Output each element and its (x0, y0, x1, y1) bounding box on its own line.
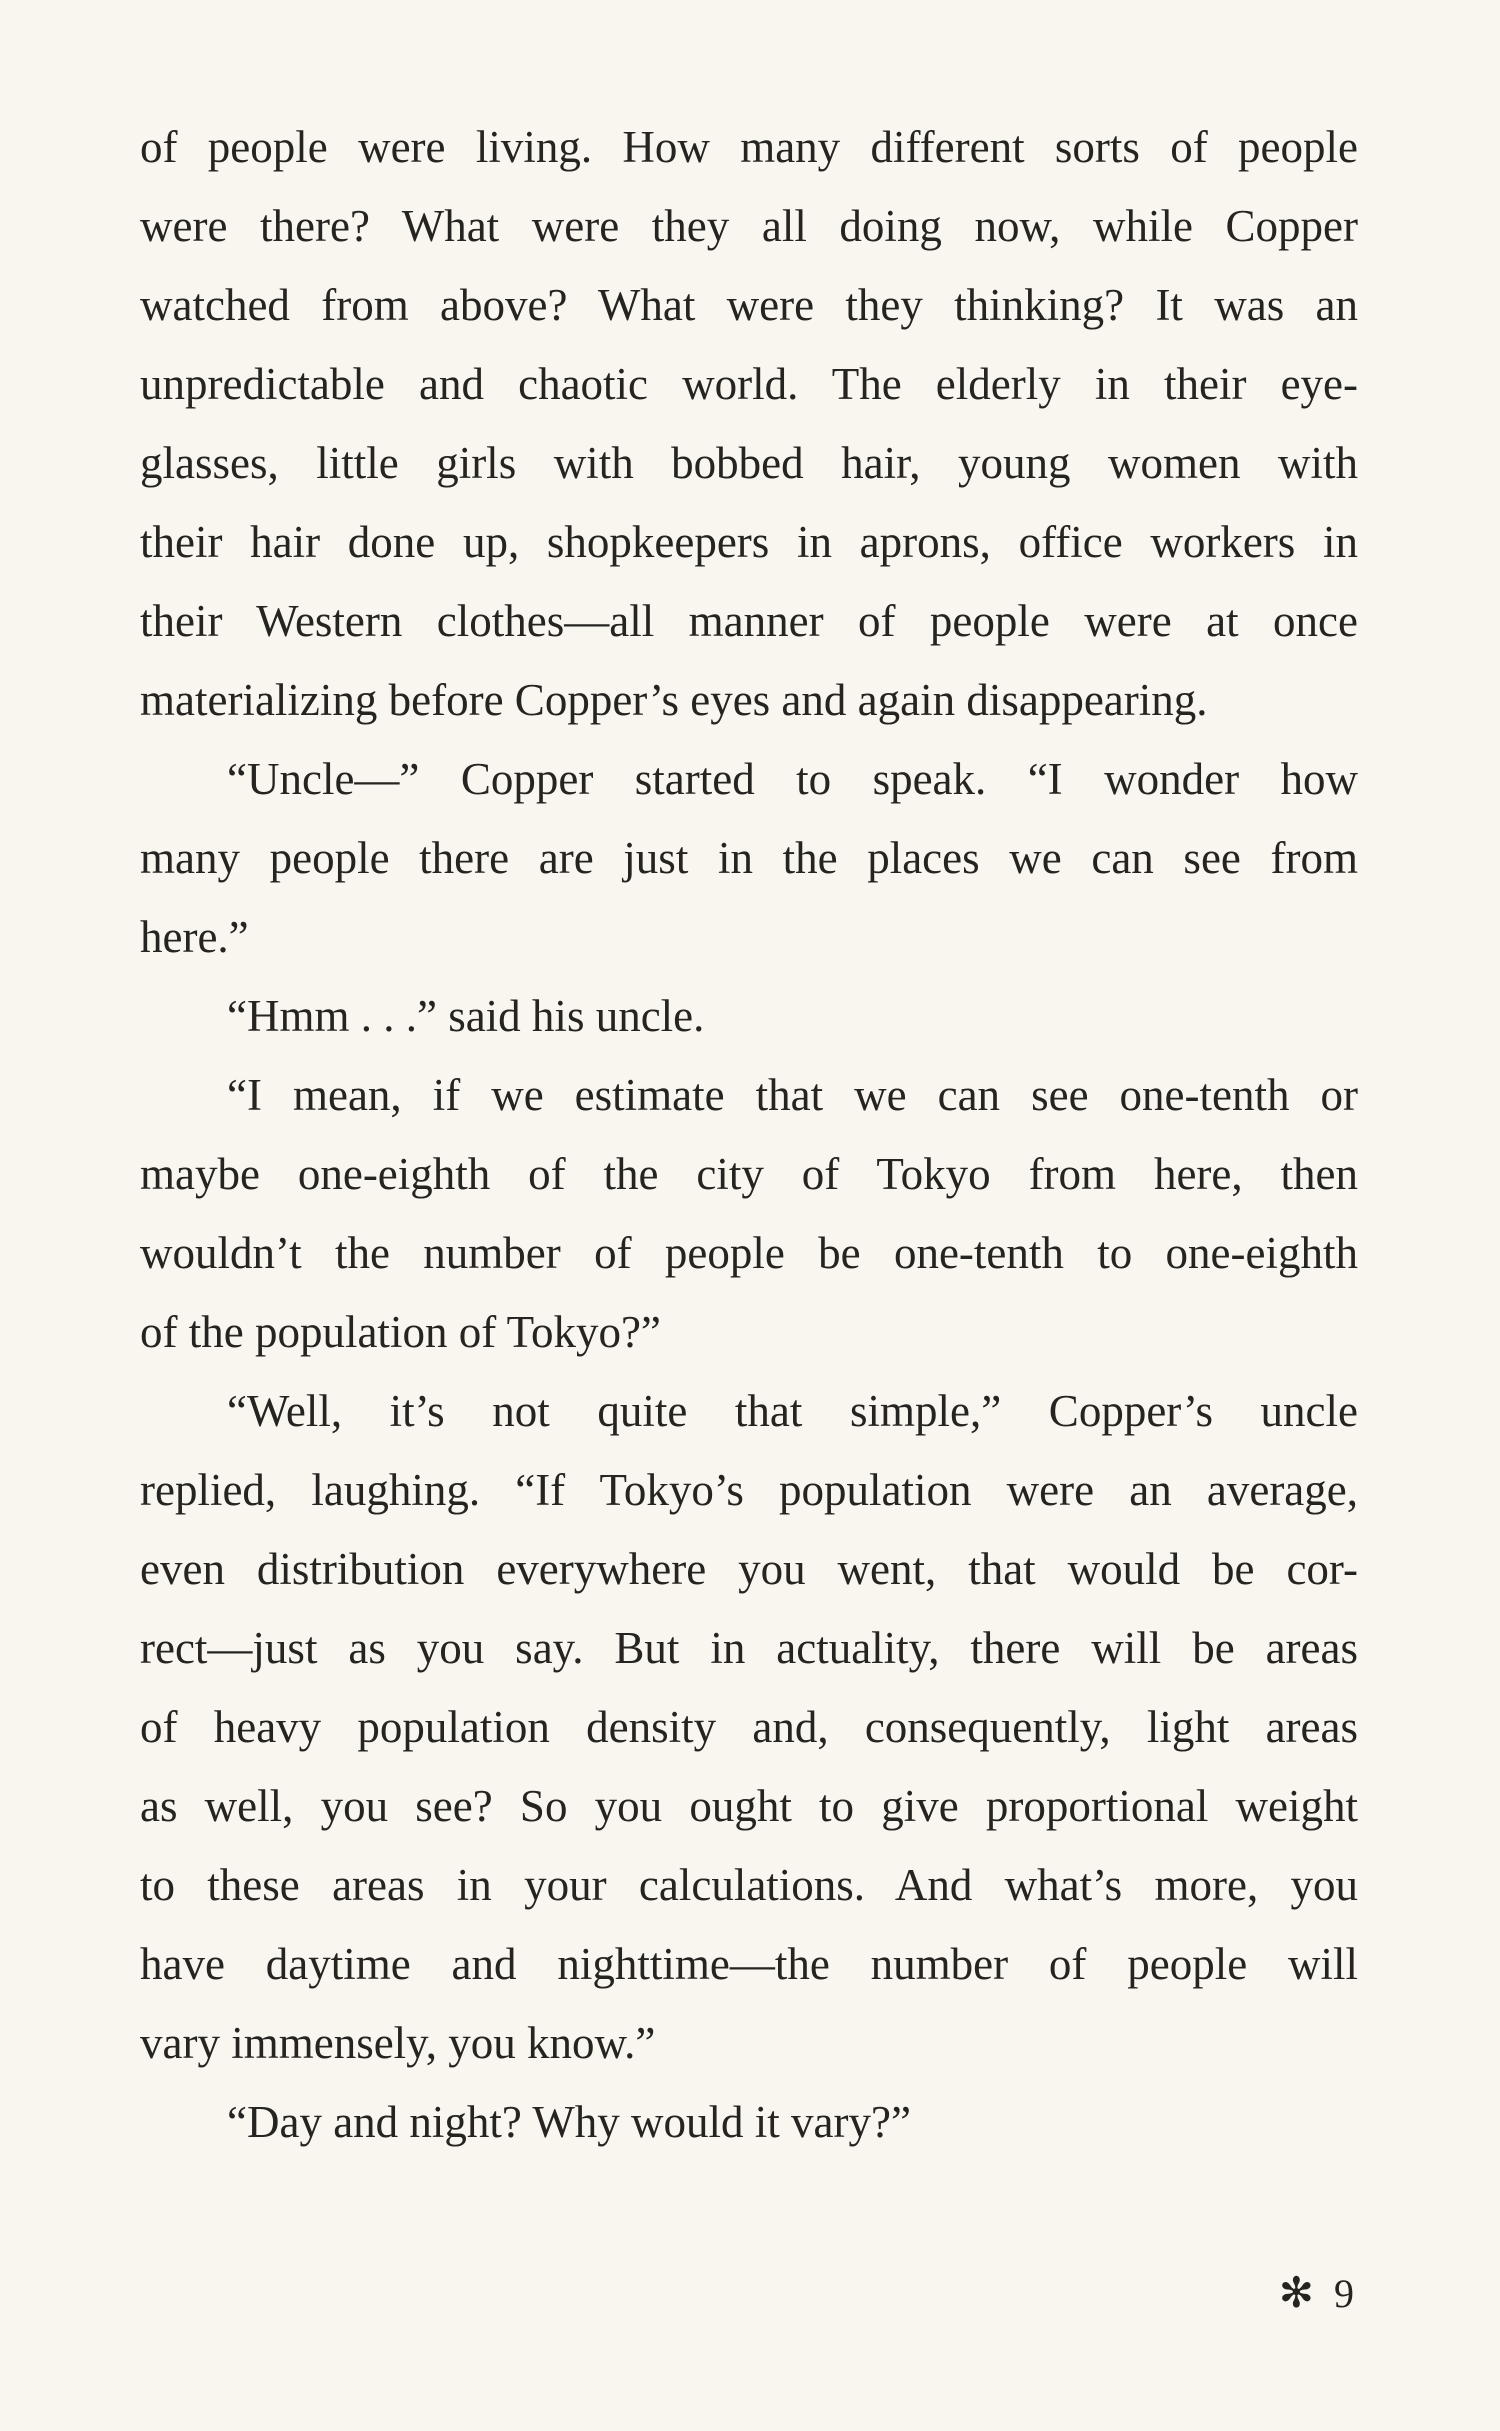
body-text (140, 108, 1358, 2162)
text-line: “Uncle—” Copper started to speak. “I wonder how (227, 754, 1358, 804)
text-line: to these areas in your calculations. And what’s more, you (140, 1860, 1358, 1910)
text-line: were there? What were they all doing now, while Copper (140, 201, 1358, 251)
text-line: here.” (140, 912, 249, 962)
text-line: watched from above? What were they thinking? It was an (140, 280, 1358, 330)
text-line: replied, laughing. “If Tokyo’s population were an average, (140, 1465, 1358, 1515)
text-line: as well, you see? So you ought to give proportional weight (140, 1781, 1358, 1831)
text-line: vary immensely, you know.” (140, 2018, 656, 2068)
text-line: have daytime and nighttime—the number of people will (140, 1939, 1358, 1989)
text-line: “I mean, if we estimate that we can see one-tenth or (227, 1070, 1358, 1120)
page-number (1279, 2268, 1360, 2317)
text-line: glasses, little girls with bobbed hair, young women with (140, 438, 1358, 488)
text-line: their Western clothes—all manner of people were at once (140, 596, 1358, 646)
text-line: “Day and night? Why would it vary?” (227, 2097, 911, 2147)
text-line: rect—just as you say. But in actuality, there will be areas (140, 1623, 1358, 1673)
asterisk-ornament: ✻ (1278, 2268, 1320, 2317)
text-line: materializing before Copper’s eyes and again disappearing. (140, 675, 1208, 725)
text-line: even distribution everywhere you went, that would be cor- (140, 1544, 1358, 1594)
text-line: “Well, it’s not quite that simple,” Copper’s uncle (227, 1386, 1358, 1436)
text-line: of the population of Tokyo?” (140, 1307, 661, 1357)
text-line: “Hmm . . .” said his uncle. (227, 991, 705, 1041)
text-line: unpredictable and chaotic world. The elderly in their eye- (140, 359, 1358, 409)
text-line: maybe one-eighth of the city of Tokyo from here, then (140, 1149, 1358, 1199)
page-number-value: 9 (1334, 2271, 1360, 2316)
text-line: many people there are just in the places we can see from (140, 833, 1358, 883)
text-line: their hair done up, shopkeepers in aprons, office workers in (140, 517, 1358, 567)
text-line: of people were living. How many different sorts of people (140, 122, 1358, 172)
text-line: of heavy population density and, consequently, light areas (140, 1702, 1358, 1752)
text-line: wouldn’t the number of people be one-tenth to one-eighth (140, 1228, 1358, 1278)
